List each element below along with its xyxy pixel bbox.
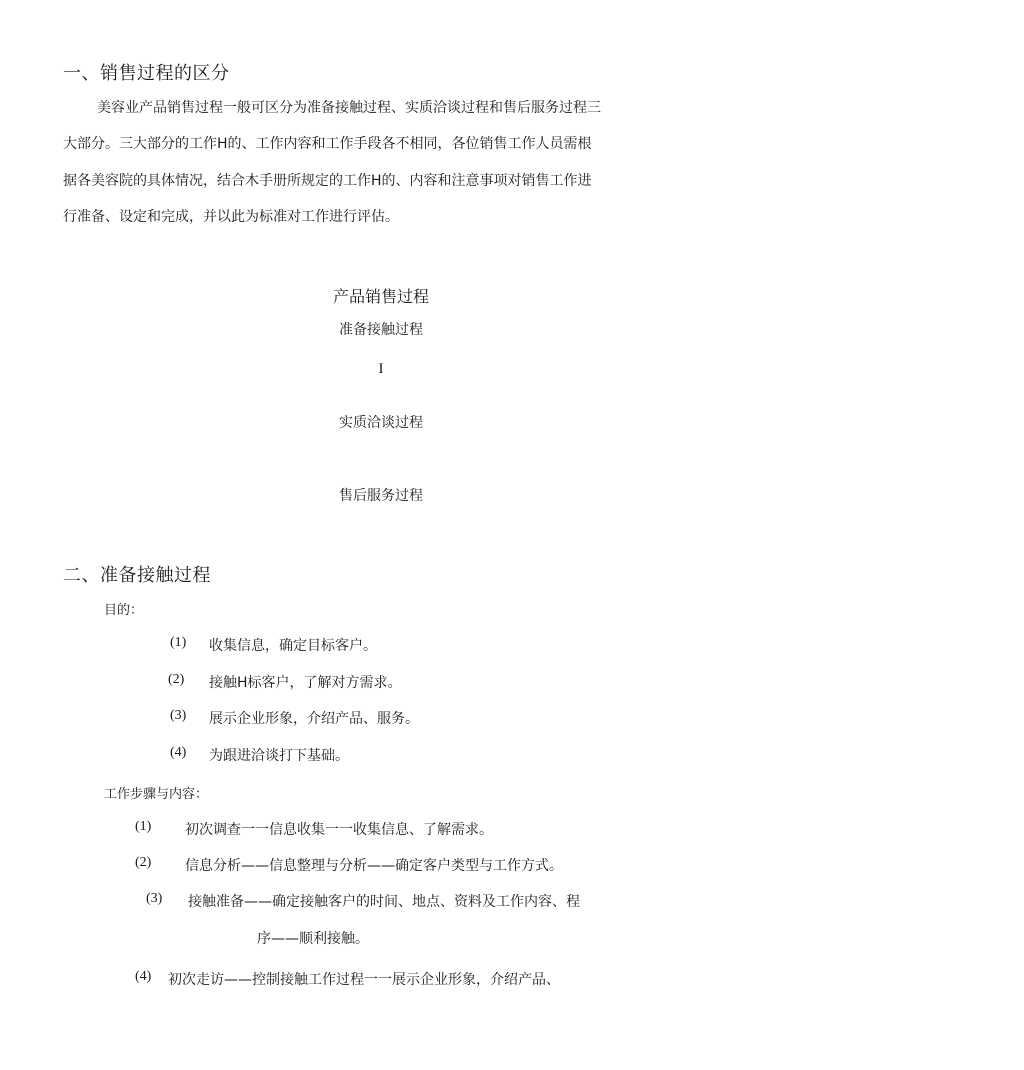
paragraph-line: 行准备、设定和完成，并以此为标准对工作进行评估。 (63, 209, 399, 225)
step-number: (4) (135, 969, 152, 984)
steps-label: 工作步骤与内容： (104, 787, 209, 802)
step-number: (3) (146, 891, 163, 906)
step-item: 接触准备——确定接触客户的时间、地点、资料及工作内容、程 (188, 894, 580, 910)
purpose-number: (4) (170, 745, 187, 760)
flow-step-prepare: 准备接触过程 (339, 322, 423, 338)
flow-step-aftersales: 售后服务过程 (339, 488, 423, 504)
section-heading-1: 一、销售过程的区分 (63, 63, 230, 84)
step-item-continuation: 序——顺利接触。 (257, 931, 369, 947)
purpose-item: 收集信息，确定目标客户。 (209, 638, 377, 654)
purpose-item: 为跟进洽谈打下基础。 (209, 748, 349, 764)
step-number: (2) (135, 855, 152, 870)
step-item: 初次调查一一信息收集一一收集信息、了解需求。 (185, 822, 493, 838)
purpose-number: (2) (168, 672, 185, 687)
purpose-item: 展示企业形象，介绍产品、服务。 (209, 711, 419, 727)
purpose-label: 目的： (104, 603, 144, 618)
step-item: 初次走访——控制接触工作过程一一展示企业形象，介绍产品、 (168, 972, 560, 988)
section-heading-2: 二、准备接触过程 (63, 565, 211, 586)
paragraph-line: 美容业产品销售过程一般可区分为准备接触过程、实质洽谈过程和售后服务过程三 (97, 100, 601, 116)
step-item: 信息分析——信息整理与分析——确定客户类型与工作方式。 (185, 858, 563, 874)
paragraph-line: 据各美容院的具体情况，结合木手册所规定的工作H的、内容和注意事项对销售工作进 (63, 173, 592, 189)
paragraph-line: 大部分。三大部分的工作H的、工作内容和工作手段各不相同，各位销售工作人员需根 (63, 136, 592, 152)
purpose-number: (3) (170, 708, 187, 723)
flow-title: 产品销售过程 (332, 287, 429, 306)
purpose-number: (1) (170, 635, 187, 650)
step-number: (1) (135, 819, 152, 834)
flow-step-negotiate: 实质洽谈过程 (339, 415, 423, 431)
flow-divider: I (378, 361, 384, 377)
purpose-item: 接触H标客户，了解对方需求。 (209, 675, 402, 691)
